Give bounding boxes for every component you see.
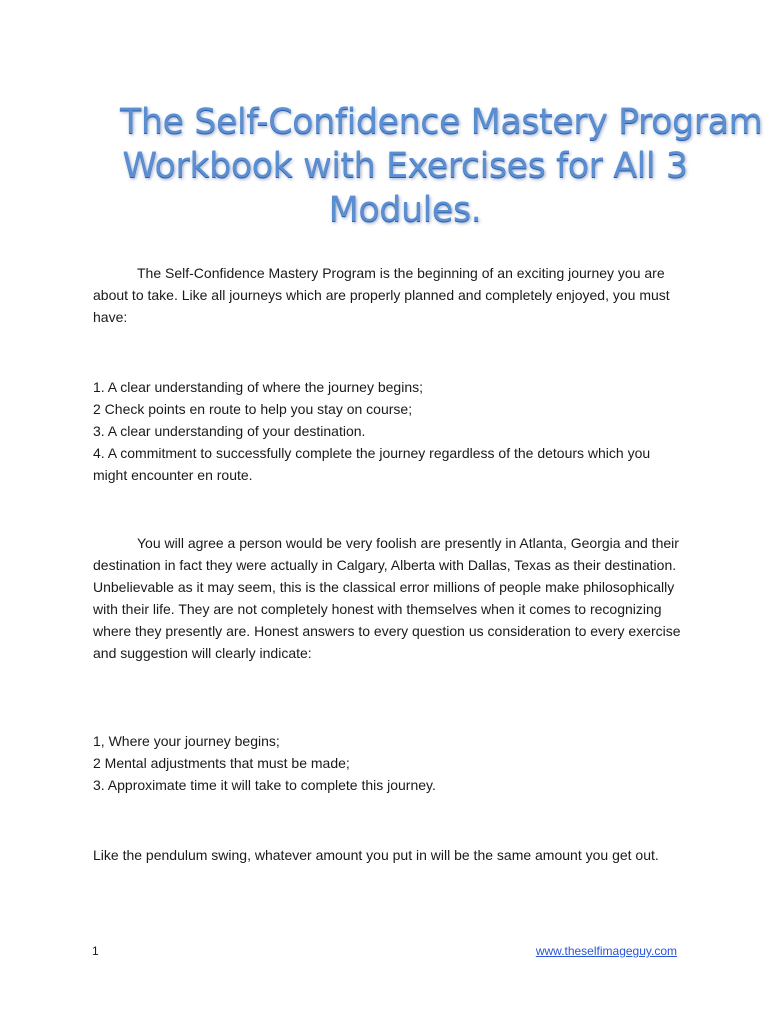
title-line-1: The Self-Confidence Mastery Program (120, 102, 763, 142)
requirements-list (93, 376, 683, 486)
closing-section (93, 844, 683, 866)
intro-paragraph: The Self-Confidence Mastery Program is the beginning of an exciting journey you are about to take. Like all journeys which are properly planned and completely enjoyed, you must have: (93, 265, 670, 325)
list-item: 1. A clear understanding of where the journey begins; (93, 379, 423, 395)
page-number: 1 (92, 944, 99, 958)
indicators-list (93, 730, 683, 796)
closing-paragraph: Like the pendulum swing, whatever amount you put in will be the same amount you get out. (93, 847, 659, 863)
document-title (120, 100, 763, 232)
second-paragraph: You will agree a person would be very foolish are presently in Atlanta, Georgia and their destination in fact they were actually in Calgary, Alberta with Dallas, Texas as their destination. Unbelievable as it may seem, this is the classical error millions of people make philosophically with their life. They are not completely honest with themselves when it comes to recognizing where they presently are. Honest answers to every question us consideration to every exercise and suggestion will clearly indicate: (93, 535, 681, 661)
second-section (93, 532, 683, 664)
intro-section (93, 262, 683, 328)
list-item: 4. A commitment to successfully complete the journey regardless of the detours which you might encounter en route. (93, 445, 651, 483)
website-link[interactable]: www.theselfimageguy.com (535, 944, 677, 958)
list-item: 2 Mental adjustments that must be made; (93, 755, 350, 771)
title-line-3: Modules. (328, 190, 482, 230)
list-item: 1, Where your journey begins; (93, 733, 280, 749)
title-line-2: Workbook with Exercises for All 3 (122, 146, 688, 186)
list-item: 3. Approximate time it will take to complete this journey. (93, 777, 436, 793)
list-item: 2 Check points en route to help you stay on course; (93, 401, 413, 417)
list-item: 3. A clear understanding of your destination. (93, 423, 366, 439)
